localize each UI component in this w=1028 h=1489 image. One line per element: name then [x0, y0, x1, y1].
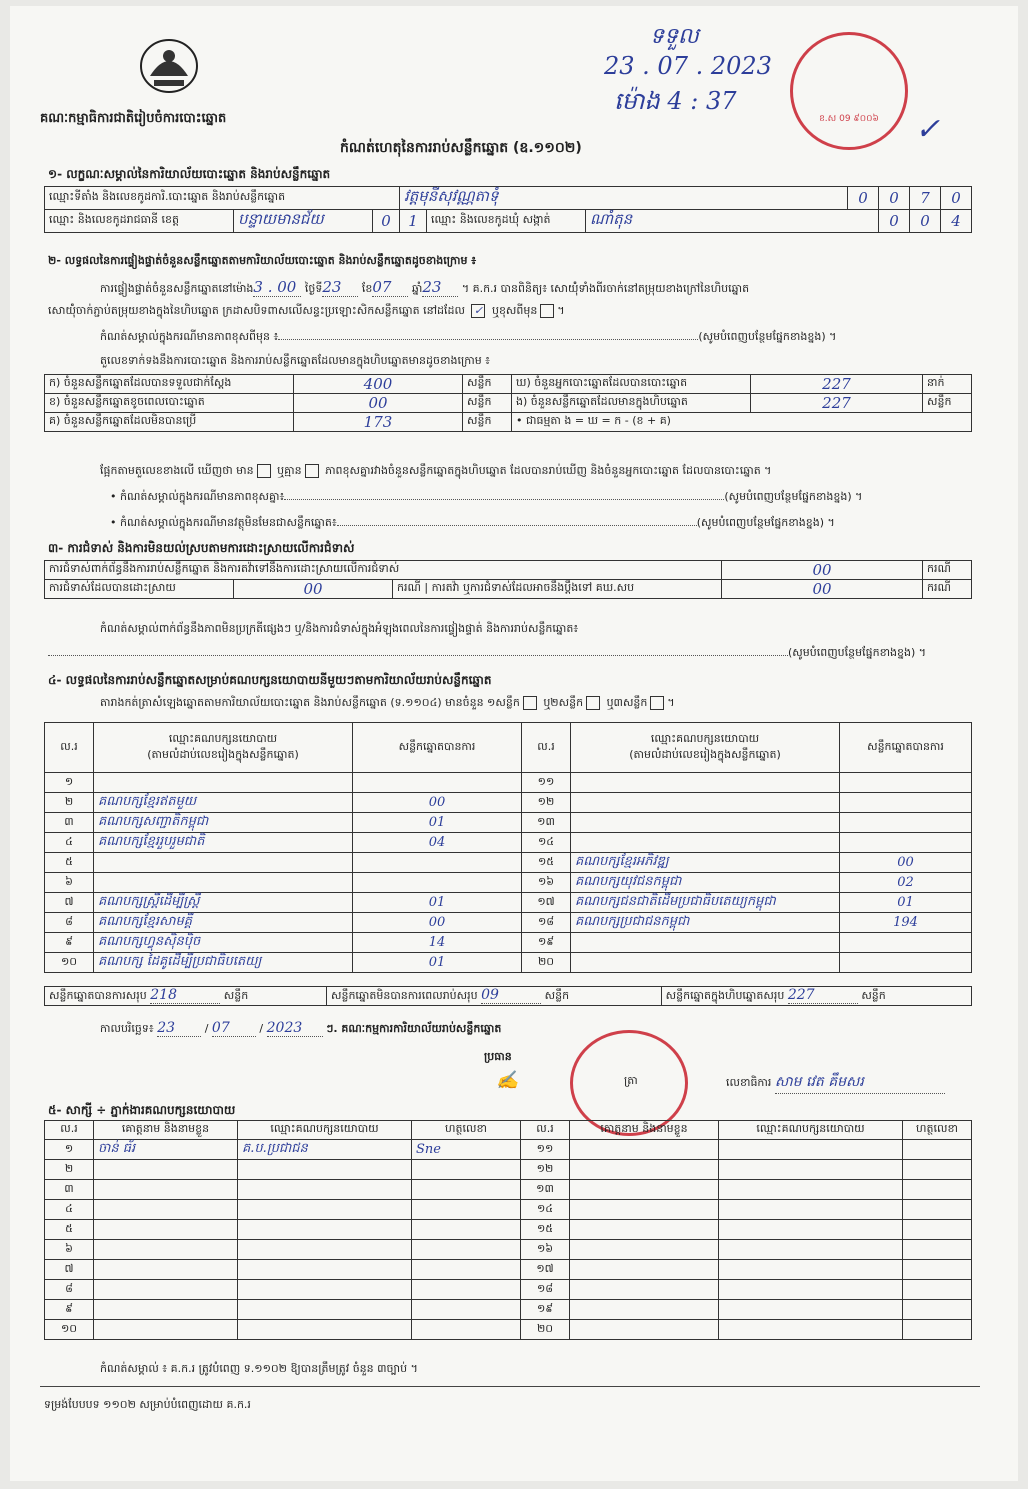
col-party: ឈ្មោះគណបក្សនយោបាយ (តាមលំដាប់លេខរៀងក្នុងសន្លឹកឆ្នោត)	[571, 723, 840, 773]
witness-party	[719, 1180, 903, 1200]
total-invalid-value: 09	[481, 987, 541, 1004]
secretary-signature: សាម វេត គឹមសរ	[775, 1072, 945, 1094]
resolved-label: ការជំទាស់ដែលបានដោះស្រាយ	[45, 580, 234, 599]
party-row	[45, 853, 972, 873]
tally-sheet-count: តារាងកត់ត្រាសំឡេងឆ្នោតតាមការិយាល័យបោះឆ្នោត និងរាប់សន្លឹកឆ្នោត (ទ.១១០៤) មានចំនួន ១សន្លឹក ឬ២សន្លឹក ឬ៣សន្លឹក ។	[100, 696, 675, 709]
witness-signature: Sne	[412, 1140, 521, 1160]
witness-name	[570, 1280, 719, 1300]
location-table	[44, 186, 972, 233]
party-name: គណបក្សខ្មែរសាមគ្គី	[94, 913, 353, 933]
section1-title: ១- លក្ខណៈសម្គាល់នៃការិយាល័យបោះឆ្នោត និងរាប់សន្លឹកឆ្នោត	[48, 167, 331, 181]
col-signature: ហត្ថលេខា	[903, 1121, 972, 1140]
witness-no: ៩	[45, 1300, 94, 1320]
party-name: គណបក្សប្រជាជនកម្ពុជា	[571, 913, 840, 933]
party-name	[571, 933, 840, 953]
party-votes: 01	[840, 893, 972, 913]
party-no: ២	[45, 793, 94, 813]
party-name	[571, 793, 840, 813]
witness-name	[570, 1140, 719, 1160]
party-votes	[840, 953, 972, 973]
province-value: បន្ទាយមានជ័យ	[234, 210, 373, 233]
col-votes: សន្លឹកឆ្នោតបានការ	[840, 723, 972, 773]
col-no: ល.រ	[45, 1121, 94, 1140]
witness-name	[570, 1320, 719, 1340]
witness-signature	[412, 1260, 521, 1280]
witness-no: ២	[45, 1160, 94, 1180]
party-votes	[840, 933, 972, 953]
party-results-table	[44, 722, 972, 973]
received-value: 400	[294, 375, 463, 394]
witness-name	[94, 1180, 238, 1200]
witness-name: ចាន់ ធ័រ	[94, 1140, 238, 1160]
two-sheet-checkbox[interactable]	[586, 696, 600, 710]
irregularity-note: កំណត់សម្គាល់ពាក់ព័ន្ធនឹងភាពមិនប្រក្រតីផ្សេងៗ ឬ/និងការជំទាស់ក្នុងអំឡុងពេលនៃការផ្ទៀងផ្ទាត់ និងការរាប់សន្លឹកឆ្នោត៖	[100, 622, 579, 635]
witness-signature	[903, 1300, 972, 1320]
verification-day: 23	[322, 278, 358, 297]
changed-checkbox[interactable]	[540, 304, 554, 318]
witness-name	[570, 1260, 719, 1280]
stamp-label: ត្រា	[624, 1074, 638, 1087]
form-footer: ទម្រង់បែបបទ ១១០២ សម្រាប់បំពេញដោយ គ.ក.រ	[44, 1398, 251, 1411]
witness-signature	[903, 1260, 972, 1280]
party-name: គណបក្សខ្មែរឥតមួយ	[94, 793, 353, 813]
witness-row	[45, 1220, 972, 1240]
witness-name	[94, 1300, 238, 1320]
party-votes	[353, 873, 522, 893]
witness-party	[238, 1260, 412, 1280]
total-invalid-cell: សន្លឹកឆ្នោតមិនបានការពេលរាប់សរុប 09 សន្លឹក	[326, 987, 661, 1006]
unused-value: 173	[294, 413, 463, 432]
province-code-digit: 0	[373, 210, 400, 233]
party-row	[45, 793, 972, 813]
witness-no: ៣	[45, 1180, 94, 1200]
footer-divider	[40, 1386, 980, 1387]
party-no: ១	[45, 773, 94, 793]
party-votes	[840, 813, 972, 833]
objection-label: ការជំទាស់ពាក់ព័ន្ធនឹងការរាប់សន្លឹកឆ្នោត និងការតវ៉ាទៅនឹងការដោះស្រាយលើការជំទាស់	[45, 561, 722, 580]
count-intro: តួលេខទាក់ទងនឹងការបោះឆ្នោត និងការរាប់សន្លឹកឆ្នោតដែលមានក្នុងហិបឆ្នោតមានដូចខាងក្រោម ៖	[100, 354, 491, 367]
receipt-label: ទទួល	[650, 24, 699, 49]
witness-party	[238, 1240, 412, 1260]
party-name: គណបក្សសញ្ជាតិកម្ពុជា	[94, 813, 353, 833]
voters-value: 227	[751, 375, 923, 394]
witness-no: ៦	[45, 1240, 94, 1260]
unused-label: គ) ចំនួនសន្លឹកឆ្នោតដែលមិនបានប្រើ	[45, 413, 294, 432]
party-no: ១៤	[522, 833, 571, 853]
commune-code-digit: 0	[879, 210, 910, 233]
witness-party	[719, 1220, 903, 1240]
witness-party	[238, 1320, 412, 1340]
unit-label: នាក់	[923, 375, 972, 394]
in-box-label: ង) ចំនួនសន្លឹកឆ្នោតដែលមានក្នុងហិបឆ្នោត	[512, 394, 751, 413]
total-box-value: 227	[788, 987, 858, 1004]
party-votes	[840, 773, 972, 793]
witness-note: កំណត់សម្គាល់ ៖ គ.ក.រ ត្រូវបំពេញ ទ.១១០២ ឱ្យបានត្រឹមត្រូវ ចំនួន ៣ច្បាប់ ។	[100, 1362, 418, 1375]
witness-signature	[903, 1220, 972, 1240]
discrepancy-note: • កំណត់សម្គាល់ក្នុងករណីមានភាពខុសគ្នា៖ (សូមបំពេញបន្ថែមផ្នែកខាងខ្នង) ។	[110, 490, 863, 503]
party-name	[94, 873, 353, 893]
witness-signature	[412, 1180, 521, 1200]
spoiled-label: ខ) ចំនួនសន្លឹកឆ្នោតខូចពេលបោះឆ្នោត	[45, 394, 294, 413]
party-no: ១៩	[522, 933, 571, 953]
witness-no: ១៨	[521, 1280, 570, 1300]
appeal-value: 00	[722, 580, 923, 599]
witness-no: ១៩	[521, 1300, 570, 1320]
count-table	[44, 374, 972, 432]
witness-name	[94, 1200, 238, 1220]
total-valid-value: 218	[150, 987, 220, 1004]
party-no: ១១	[522, 773, 571, 793]
witness-signature	[412, 1300, 521, 1320]
party-no: ៤	[45, 833, 94, 853]
party-no: ៦	[45, 873, 94, 893]
foreign-object-note: • កំណត់សម្គាល់ក្នុងករណីមានវត្ថុមិនមែនជាសន្លឹកឆ្នោត៖ (សូមបំពេញបន្ថែមផ្នែកខាងខ្នង) ។	[110, 516, 835, 529]
party-row	[45, 833, 972, 853]
witness-signature	[903, 1200, 972, 1220]
col-party: ឈ្មោះគណបក្សនយោបាយ (តាមលំដាប់លេខរៀងក្នុងសន្លឹកឆ្នោត)	[94, 723, 353, 773]
witness-row	[45, 1300, 972, 1320]
verification-line: ការផ្ទៀងផ្ទាត់ចំនួនសន្លឹកឆ្នោតនៅម៉ោង3 . 00 ថ្ងៃទី23 ខែ07 ឆ្នាំ23 ។ គ.ក.រ បានពិនិត្យ៖ សោយ៉ុំទាំងពីរចាក់នៅតម្រុយខាងក្រៅនៃហិបឆ្នោត	[100, 278, 750, 296]
col-votes: សន្លឹកឆ្នោតបានការ	[353, 723, 522, 773]
one-sheet-checkbox[interactable]	[523, 696, 537, 710]
witness-party	[719, 1320, 903, 1340]
party-name	[94, 773, 353, 793]
witness-party	[238, 1300, 412, 1320]
location-code-digit: 0	[848, 187, 879, 210]
witness-row	[45, 1240, 972, 1260]
witness-party	[719, 1280, 903, 1300]
col-party: ឈ្មោះគណបក្សនយោបាយ	[238, 1121, 412, 1140]
party-no: ៧	[45, 893, 94, 913]
witness-no: ១៥	[521, 1220, 570, 1240]
party-name: គណបក្សជនជាតិដើមប្រជាធិបតេយ្យកម្ពុជា	[571, 893, 840, 913]
party-votes: 02	[840, 873, 972, 893]
in-box-value: 227	[751, 394, 923, 413]
party-no: ១៥	[522, 853, 571, 873]
province-code-digit: 1	[400, 210, 427, 233]
party-no: ១៦	[522, 873, 571, 893]
witness-row	[45, 1160, 972, 1180]
party-votes	[353, 773, 522, 793]
chair-label: ប្រធាន	[484, 1050, 512, 1063]
witness-party	[719, 1300, 903, 1320]
appeal-cell: ករណី | ការតវ៉ា ឬការជំទាស់ដែលអាចនឹងប្តឹងទៅ គឃ.សប	[393, 580, 722, 599]
witness-no: ១២	[521, 1160, 570, 1180]
unit-label: សន្លឹក	[463, 413, 512, 432]
witness-no: ១០	[45, 1320, 94, 1340]
party-no: ៥	[45, 853, 94, 873]
discrepancy-line: ផ្អែកតាមតួលេខខាងលើ ឃើញថា មាន ឬគ្មាន ភាពខុសគ្នារវាងចំនួនសន្លឹកឆ្នោតក្នុងហិបឆ្នោត ដែលបានរាប់ឃើញ និងចំនួនអ្នកបោះឆ្នោត ដែលបានបោះឆ្នោត ។	[100, 464, 772, 477]
witness-party	[719, 1260, 903, 1280]
witness-no: ៥	[45, 1220, 94, 1240]
witness-signature	[412, 1160, 521, 1180]
resolved-value: 00	[234, 580, 393, 599]
col-no: ល.រ	[45, 723, 94, 773]
section2-title: ២- លទ្ធផលនៃការផ្ទៀងផ្ទាត់ចំនួនសន្លឹកឆ្នោតតាមការិយាល័យបោះឆ្នោត និងរាប់សន្លឹកឆ្នោតដូចខាងក្រោម ៖	[48, 254, 477, 267]
witness-no: ១១	[521, 1140, 570, 1160]
witness-no: ១៦	[521, 1240, 570, 1260]
irregularity-note-line: (សូមបំពេញបន្ថែមផ្នែកខាងខ្នង) ។	[48, 646, 926, 662]
party-name: គណបក្សខ្មែរអភិវឌ្ឍ	[571, 853, 840, 873]
witness-no: ១	[45, 1140, 94, 1160]
witness-name	[94, 1260, 238, 1280]
secretary-line: លេខាធិការ សាម វេត គឹមសរ	[726, 1072, 945, 1094]
witness-name	[570, 1200, 719, 1220]
has-discrepancy-checkbox[interactable]	[257, 464, 271, 478]
witness-table	[44, 1120, 972, 1340]
witness-row	[45, 1320, 972, 1340]
section3-title: ៣- ការជំទាស់ និងការមិនយល់ស្របតាមការដោះស្រាយលើការជំទាស់	[48, 541, 355, 555]
receipt-date: 23 . 07 . 2023	[604, 52, 772, 80]
received-label: ក) ចំនួនសន្លឹកឆ្នោតដែលបានទទួលជាក់ស្តែង	[45, 375, 294, 394]
chair-signature: ✍	[496, 1070, 519, 1091]
witness-signature	[903, 1280, 972, 1300]
total-valid-cell: សន្លឹកឆ្នោតបានការសរុប 218 សន្លឹក	[45, 987, 327, 1006]
party-no: ៨	[45, 913, 94, 933]
party-row	[45, 773, 972, 793]
agency-name: គណៈកម្មាធិការជាតិរៀបចំការបោះឆ្នោត	[40, 111, 227, 126]
commune-code-digit: 0	[910, 210, 941, 233]
witness-no: ៤	[45, 1200, 94, 1220]
col-no: ល.រ	[522, 723, 571, 773]
witness-signature	[903, 1140, 972, 1160]
witness-name	[94, 1320, 238, 1340]
col-name: គោត្តនាម និងនាមខ្លួន	[94, 1121, 238, 1140]
party-votes	[353, 853, 522, 873]
signature-top: ✓	[915, 112, 941, 147]
objection-value: 00	[722, 561, 923, 580]
party-no: ៣	[45, 813, 94, 833]
col-name: គោត្តនាម និងនាមខ្លួន	[570, 1121, 719, 1140]
witness-name	[570, 1300, 719, 1320]
verification-time: 3 . 00	[253, 278, 301, 297]
objection-table	[44, 560, 972, 599]
party-name: គណបក្សយុវជនកម្ពុជា	[571, 873, 840, 893]
party-name: គណបក្សខ្មែររួបរួមជាតិ	[94, 833, 353, 853]
witness-signature	[412, 1200, 521, 1220]
form-page	[10, 6, 1018, 1481]
party-no: ៩	[45, 933, 94, 953]
witness-party	[719, 1140, 903, 1160]
party-no: ១២	[522, 793, 571, 813]
date-line: កាលបរិច្ឆេទ៖ 23 / 07 / 2023 ៗ. គណៈកម្មការការិយាល័យរាប់សន្លឹកឆ្នោត	[100, 1020, 502, 1036]
witness-row	[45, 1140, 972, 1160]
witness-no: ២០	[521, 1320, 570, 1340]
location-value: វត្តមុនីសុវណ្ណតាទុំ	[400, 187, 848, 210]
party-votes: 04	[353, 833, 522, 853]
party-votes: 00	[353, 913, 522, 933]
verification-month: 07	[372, 278, 408, 297]
witness-signature	[412, 1240, 521, 1260]
witness-signature	[412, 1280, 521, 1300]
party-row	[45, 913, 972, 933]
totals-table	[44, 986, 972, 1006]
witness-no: ១៤	[521, 1200, 570, 1220]
party-votes: 14	[353, 933, 522, 953]
verification-year: 23	[422, 278, 458, 297]
witness-row	[45, 1280, 972, 1300]
commune-value: ណាំតុន	[586, 210, 879, 233]
witness-name	[94, 1160, 238, 1180]
nec-logo-icon	[136, 36, 202, 98]
section4-title: ៤- លទ្ធផលនៃការរាប់សន្លឹកឆ្នោតសម្រាប់គណបក្សនយោបាយនីមួយៗតាមការិយាល័យរាប់សន្លឹកឆ្នោត	[48, 673, 492, 687]
party-no: ១៧	[522, 893, 571, 913]
party-votes: 01	[353, 813, 522, 833]
unchanged-checkbox[interactable]: ✓	[471, 304, 485, 318]
witness-signature	[903, 1180, 972, 1200]
receipt-time: ម៉ោង 4 : 37	[614, 87, 737, 115]
voters-label: ឃ) ចំនួនអ្នកបោះឆ្នោតដែលបានបោះឆ្នោត	[512, 375, 751, 394]
witness-row	[45, 1180, 972, 1200]
commune-label: ឈ្មោះ និងលេខកូដឃុំ សង្កាត់	[427, 210, 586, 233]
section5-title: ៥- សាក្សី ÷ ភ្នាក់ងារគណបក្សនយោបាយ	[48, 1103, 236, 1117]
unit-label: សន្លឹក	[463, 394, 512, 413]
party-row	[45, 953, 972, 973]
witness-name	[570, 1180, 719, 1200]
unit-label: សន្លឹក	[923, 394, 972, 413]
witness-signature	[903, 1320, 972, 1340]
witness-name	[94, 1240, 238, 1260]
witness-party	[719, 1200, 903, 1220]
witness-name	[570, 1240, 719, 1260]
party-name: គណបក្ស ដៃគូដើម្បីប្រជាធិបតេយ្យ	[94, 953, 353, 973]
location-label: ឈ្មោះទីតាំង និងលេខកូដការិ.បោះឆ្នោត និងរាប់សន្លឹកឆ្នោត	[45, 187, 400, 210]
spoiled-value: 00	[294, 394, 463, 413]
party-name	[571, 773, 840, 793]
witness-party	[238, 1280, 412, 1300]
witness-party	[719, 1240, 903, 1260]
party-no: ១៨	[522, 913, 571, 933]
official-stamp-top: ខ.ស 09 ៩០០៦	[790, 32, 908, 150]
party-row	[45, 873, 972, 893]
party-votes: 00	[840, 853, 972, 873]
party-votes	[840, 793, 972, 813]
witness-signature	[412, 1220, 521, 1240]
witness-name	[570, 1160, 719, 1180]
unit-label: ករណី	[923, 580, 972, 599]
witness-signature	[903, 1240, 972, 1260]
witness-name	[570, 1220, 719, 1240]
witness-party: គ.ប.ប្រជាជន	[238, 1140, 412, 1160]
witness-signature	[412, 1320, 521, 1340]
form-title: កំណត់ហេតុនៃការរាប់សន្លឹកឆ្នោត (ឧ.១១០២)	[340, 140, 582, 156]
party-name: គណបក្សស្ដ្រីដើម្បីស្ត្រី	[94, 893, 353, 913]
total-box-cell: សន្លឹកឆ្នោតក្នុងហិបឆ្នោតសរុប 227 សន្លឹក	[661, 987, 971, 1006]
party-name	[94, 853, 353, 873]
witness-row	[45, 1200, 972, 1220]
location-code-digit: 0	[941, 187, 972, 210]
no-discrepancy-checkbox[interactable]	[305, 464, 319, 478]
party-row	[45, 813, 972, 833]
party-name	[571, 953, 840, 973]
party-votes: 194	[840, 913, 972, 933]
witness-name	[94, 1220, 238, 1240]
party-votes: 01	[353, 953, 522, 973]
witness-party	[719, 1160, 903, 1180]
col-signature: ហត្ថលេខា	[412, 1121, 521, 1140]
witness-party	[238, 1160, 412, 1180]
party-row	[45, 933, 972, 953]
witness-party	[238, 1180, 412, 1200]
witness-party	[238, 1200, 412, 1220]
party-name	[571, 813, 840, 833]
party-row	[45, 893, 972, 913]
party-votes	[840, 833, 972, 853]
formula-note: • ជាធម្មតា ង = ឃ = ក - (ខ + គ)	[512, 413, 972, 432]
province-label: ឈ្មោះ និងលេខកូដរាជធានី ខេត្ត	[45, 210, 234, 233]
location-code-digit: 0	[879, 187, 910, 210]
witness-signature	[903, 1160, 972, 1180]
col-no: ល.រ	[521, 1121, 570, 1140]
party-name: គណបក្សហ្វុនស៊ិនប៉ិច	[94, 933, 353, 953]
party-no: ១០	[45, 953, 94, 973]
date-year: 2023	[267, 1020, 323, 1037]
witness-no: ៧	[45, 1260, 94, 1280]
date-day: 23	[157, 1020, 201, 1037]
seal-line: សោយ៉ុំចាក់ភ្ជាប់តម្រុយខាងក្នុងនៃហិបឆ្នោត ក្រដាសបិទពាសលើសន្ទះប្រឡោះសិកសន្លឹកឆ្នោត នៅដដែល ✓ ឬខុសពីមុន ។	[48, 304, 565, 317]
party-votes: 00	[353, 793, 522, 813]
witness-no: ១៣	[521, 1180, 570, 1200]
party-no: ២០	[522, 953, 571, 973]
unit-label: សន្លឹក	[463, 375, 512, 394]
three-sheet-checkbox[interactable]	[650, 696, 664, 710]
col-party: ឈ្មោះគណបក្សនយោបាយ	[719, 1121, 903, 1140]
witness-name	[94, 1280, 238, 1300]
party-name	[571, 833, 840, 853]
party-no: ១៣	[522, 813, 571, 833]
date-month: 07	[212, 1020, 256, 1037]
witness-party	[238, 1220, 412, 1240]
witness-no: ៨	[45, 1280, 94, 1300]
commune-code-digit: 4	[941, 210, 972, 233]
witness-row	[45, 1260, 972, 1280]
unit-label: ករណី	[923, 561, 972, 580]
location-code-digit: 7	[910, 187, 941, 210]
difference-note: កំណត់សម្គាល់ក្នុងករណីមានភាពខុសពីមុន ៖ (សូមបំពេញបន្ថែមផ្នែកខាងខ្នង) ។	[100, 330, 837, 343]
party-votes: 01	[353, 893, 522, 913]
witness-no: ១៧	[521, 1260, 570, 1280]
